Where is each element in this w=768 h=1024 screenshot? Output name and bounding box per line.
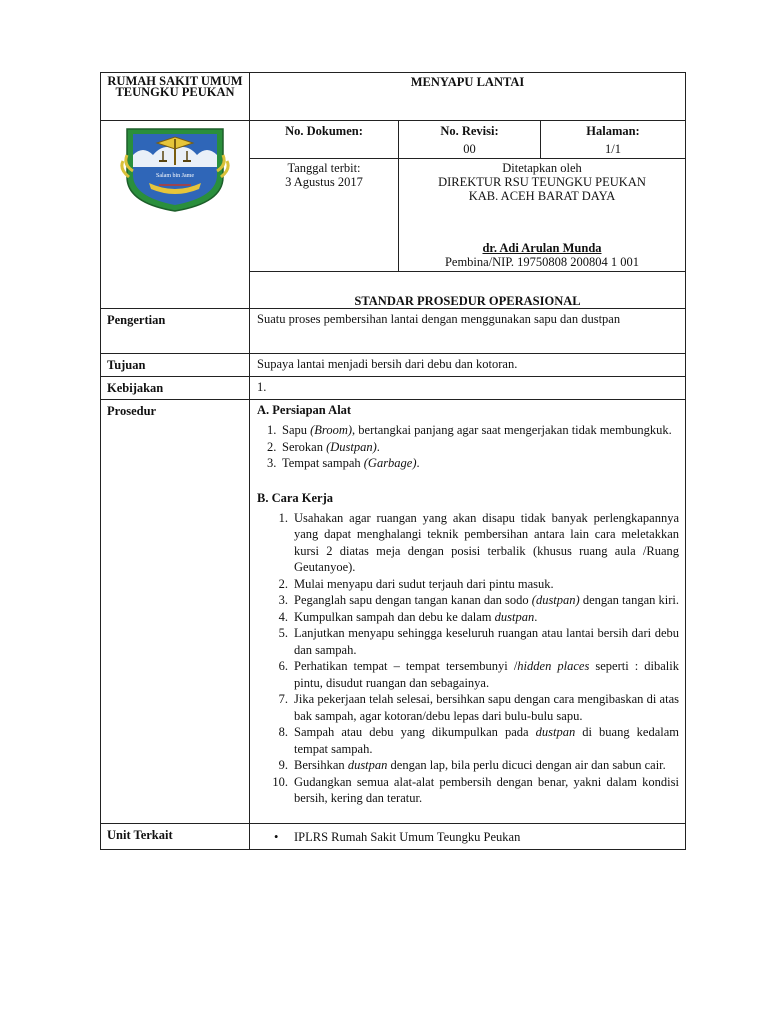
no-revisi-value: 00 [399, 142, 541, 159]
item-text: Tempat sampah [282, 456, 364, 470]
tanggal-terbit-value: 3 Agustus 2017 [285, 175, 363, 189]
item-text: Jika pekerjaan telah selesai, bersihkan sapu dengan cara mengibaskan di atas bak sampah, agar kotoran/debu lepas dari bulu-bulu sapu. [294, 692, 679, 723]
halaman-label: Halaman: [541, 121, 686, 142]
kebijakan-label: Kebijakan [101, 377, 250, 400]
item-text: . [416, 456, 420, 470]
alat-item [257, 439, 679, 456]
alat-item [257, 422, 679, 439]
item-italic-text: dustpan [535, 725, 576, 739]
no-dokumen-label: No. Dokumen: [285, 124, 363, 138]
item-number: 2. [267, 439, 277, 454]
item-italic-text: dustpan [494, 609, 535, 624]
tanggal-terbit-label: Tanggal terbit: [287, 161, 361, 175]
kerja-list [257, 510, 679, 807]
item-italic-text: (Garbage) [363, 456, 417, 470]
ditetapkan-cell [399, 159, 686, 272]
alat-list [257, 422, 679, 472]
item-text: Perhatikan tempat – tempat tersembunyi / [294, 659, 518, 673]
kerja-item [257, 510, 679, 576]
signer-name: dr. Adi Arulan Munda [482, 241, 602, 255]
pengertian-label: Pengertian [101, 309, 250, 354]
sop-document [100, 72, 686, 850]
item-number: 1. [278, 510, 288, 525]
direktur-title: DIREKTUR RSU TEUNGKU PEUKAN [438, 175, 646, 189]
item-text: . [534, 609, 538, 624]
item-number: 3. [278, 593, 288, 607]
kebijakan-text: 1. [250, 377, 686, 400]
item-text: seperti : dibalik pintu, disudut ruangan dan sebagainya. [294, 659, 679, 690]
kerja-heading: B. Cara Kerja [257, 490, 334, 505]
tujuan-label: Tujuan [101, 354, 250, 377]
prosedur-label: Prosedur [101, 400, 250, 824]
pengertian-text: Suatu proses pembersihan lantai dengan menggunakan sapu dan dustpan [250, 309, 686, 354]
alat-heading: A. Persiapan Alat [257, 403, 352, 417]
unit-terkait-cell [250, 823, 686, 849]
kerja-item [257, 609, 679, 626]
unit-terkait-item [257, 829, 679, 845]
tanggal-terbit-cell [250, 159, 399, 272]
item-text: dengan lap, bila perlu dicuci dengan air dan sabun cair. [387, 758, 666, 772]
prosedur-content [250, 400, 686, 824]
document-title: MENYAPU LANTAI [250, 73, 686, 121]
bullet-icon: • [274, 829, 279, 844]
sop-label-cell [250, 272, 686, 309]
item-text: di buang kedalam tempat sampah. [294, 725, 679, 756]
logo-cell [101, 121, 250, 309]
no-dokumen-value [250, 142, 399, 159]
item-number: 10. [272, 774, 288, 789]
item-text: Usahakan agar ruangan yang akan disapu tidak banyak perlengkapannya yang dapat menghalangi teknik pembersihan antara lain cara meletakkan kursi 2 diatas meja dengan posisi terbalik (khusus ruang aula /Ruang Geutanyoe). [294, 510, 679, 574]
item-italic-text: (Broom) [310, 423, 353, 437]
item-number: 3. [267, 456, 277, 470]
ditetapkan-label: Ditetapkan oleh [502, 161, 582, 175]
kerja-item [257, 724, 679, 757]
item-italic-text: (Dustpan) [326, 439, 377, 454]
kerja-item [257, 576, 679, 593]
unit-terkait-text: IPLRS Rumah Sakit Umum Teungku Peukan [294, 829, 521, 844]
item-text: , bertangkai panjang agar saat mengerjakan tidak membungkuk. [352, 423, 672, 437]
item-text: Peganglah sapu dengan tangan kanan dan sodo [294, 593, 532, 607]
item-text: Sampah atau debu yang dikumpulkan pada [294, 725, 536, 739]
kerja-item [257, 774, 679, 807]
item-text: Sapu [282, 423, 311, 437]
no-revisi-label: No. Revisi: [399, 121, 541, 142]
item-text: Mulai menyapu dari sudut terjauh dari pintu masuk. [294, 576, 554, 591]
item-number: 2. [278, 576, 288, 591]
item-text: Kumpulkan sampah dan debu ke dalam [294, 609, 495, 624]
item-text: dengan tangan kiri. [579, 593, 679, 607]
kabupaten: KAB. ACEH BARAT DAYA [468, 189, 616, 203]
doc-info-table [250, 121, 685, 271]
logo-script: Salam bin Jame [156, 173, 194, 179]
item-number: 4. [278, 609, 288, 624]
item-number: 9. [278, 758, 288, 772]
item-text: Lanjutkan menyapu sehingga keseluruh ruangan atau lantai bersih dari debu dan sampah. [294, 626, 679, 657]
kerja-item [257, 691, 679, 724]
signer-nip: Pembina/NIP. 19750808 200804 1 001 [444, 255, 640, 269]
item-text: . [376, 439, 380, 454]
tujuan-text: Supaya lantai menjadi bersih dari debu dan kotoran. [250, 354, 686, 377]
item-text: Gudangkan semua alat-alat pembersih dengan benar, yakni dalam kondisi bersih, kering dan teratur. [294, 774, 679, 805]
unit-terkait-label: Unit Terkait [101, 823, 250, 849]
alat-item [257, 455, 679, 472]
item-number: 7. [278, 692, 288, 706]
doc-info-cell [250, 121, 686, 272]
item-text: Serokan [282, 439, 327, 454]
hospital-logo [119, 125, 231, 213]
kerja-item [257, 592, 679, 609]
item-italic-text: dustpan [347, 758, 388, 772]
kerja-item [257, 625, 679, 658]
item-italic-text: hidden places [517, 659, 590, 673]
item-number: 6. [278, 659, 288, 673]
kerja-item [257, 757, 679, 774]
item-italic-text: (dustpan) [531, 593, 580, 607]
sop-label: STANDAR PROSEDUR OPERASIONAL [354, 294, 581, 308]
halaman-value: 1/1 [541, 142, 686, 159]
item-number: 1. [267, 423, 277, 437]
hospital-name: RUMAH SAKIT UMUM TEUNGKU PEUKAN [101, 73, 250, 121]
item-text: Bersihkan [294, 758, 348, 772]
item-number: 8. [278, 725, 288, 739]
kerja-item [257, 658, 679, 691]
item-number: 5. [278, 626, 288, 640]
